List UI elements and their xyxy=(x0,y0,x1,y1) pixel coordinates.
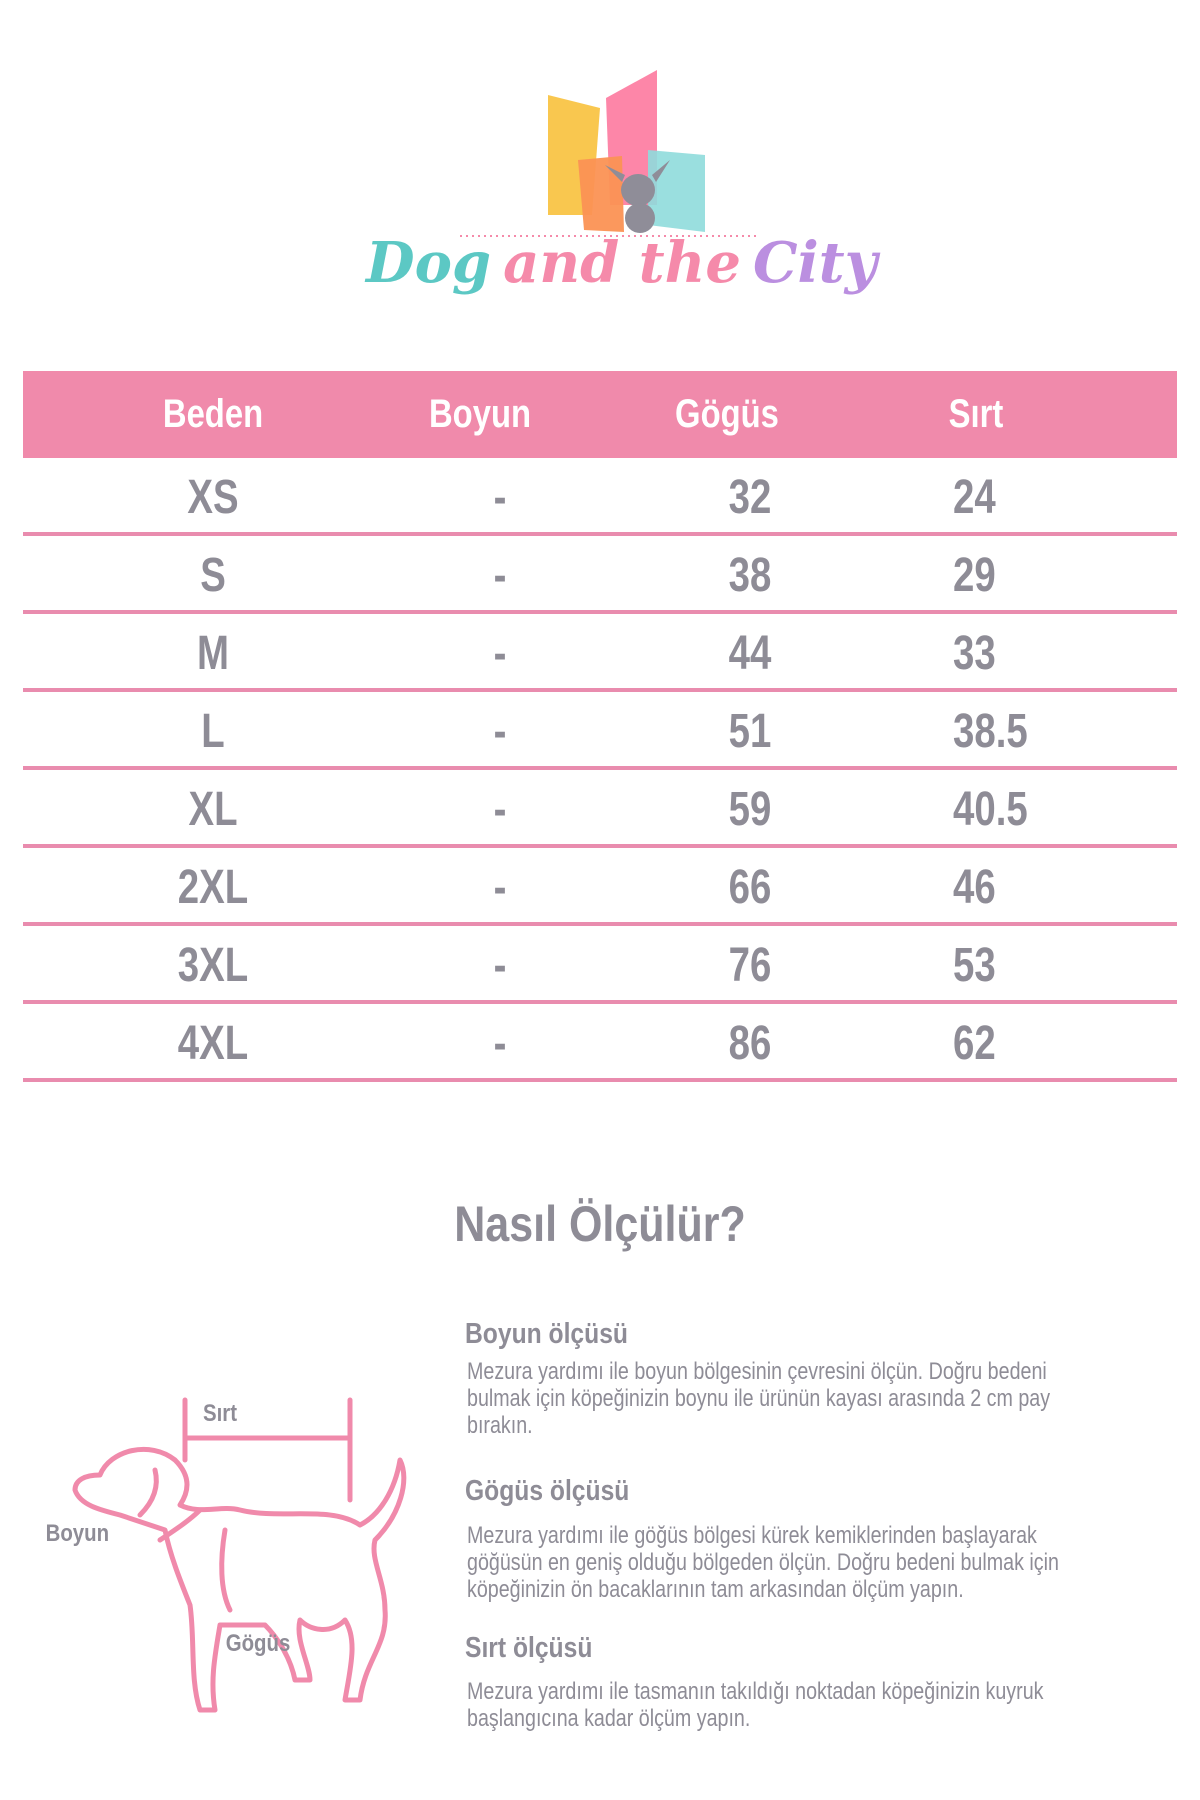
chest-measure-text: Mezura yardımı ile göğüs bölgesi kürek kemiklerinden başlayarak göğüsün en geniş olduğu bölgeden ölçün. Doğru bedeni bulmak için köpeğinizin ön bacaklarının tam arkasından ölçüm yapın. xyxy=(467,1522,1059,1603)
city-dog-logo-icon xyxy=(360,60,840,240)
back-cell: 38.5 xyxy=(953,705,1028,758)
size-cell: 4XL xyxy=(177,1017,249,1070)
diagram-label-chest: Gögüs xyxy=(225,1630,291,1657)
chest-cell: 38 xyxy=(728,549,772,602)
back-cell: 53 xyxy=(953,939,996,992)
neck-cell: - xyxy=(493,471,507,524)
chest-cell: 51 xyxy=(728,705,772,758)
neck-cell: - xyxy=(493,1017,507,1070)
logo-word-city: City xyxy=(752,230,878,296)
table-row xyxy=(23,1004,1177,1082)
chest-cell: 66 xyxy=(728,861,772,914)
neck-cell: - xyxy=(493,861,507,914)
size-cell: 2XL xyxy=(177,861,249,914)
neck-cell: - xyxy=(493,627,507,680)
back-cell: 33 xyxy=(953,627,996,680)
logo-wordmark xyxy=(360,230,878,296)
size-cell: XS xyxy=(187,471,239,524)
logo-word-and-the-text: and the xyxy=(503,230,741,296)
back-measure-text: Mezura yardımı ile tasmanın takıldığı noktadan köpeğinizin kuyruk başlangıcına kadar ölçüm yapın. xyxy=(467,1678,1044,1732)
header-beden: Beden xyxy=(162,392,264,436)
neck-cell: - xyxy=(493,549,507,602)
neck-cell: - xyxy=(493,783,507,836)
neck-measure-heading: Boyun ölçüsü xyxy=(465,1318,628,1350)
diagram-label-neck: Boyun xyxy=(45,1520,110,1547)
logo-word-and-the xyxy=(503,230,741,296)
table-row xyxy=(23,848,1177,926)
size-cell: L xyxy=(201,705,225,758)
table-row xyxy=(23,458,1177,536)
how-to-measure-title: Nasıl Ölçülür? xyxy=(454,1196,746,1252)
chest-cell: 86 xyxy=(728,1017,772,1070)
chest-measure-heading: Gögüs ölçüsü xyxy=(465,1475,630,1507)
back-cell: 62 xyxy=(953,1017,996,1070)
table-row xyxy=(23,692,1177,770)
table-row xyxy=(23,614,1177,692)
table-row xyxy=(23,536,1177,614)
chest-cell: 32 xyxy=(728,471,772,524)
back-cell: 29 xyxy=(953,549,996,602)
logo-word-dog: Dog xyxy=(366,230,492,296)
neck-measure-text: Mezura yardımı ile boyun bölgesinin çevresini ölçün. Doğru bedeni bulmak için köpeğinizin boynu ile ürünün kayası arasında 2 cm pay bırakın. xyxy=(467,1358,1051,1439)
size-cell: 3XL xyxy=(177,939,249,992)
brand-logo xyxy=(360,60,878,330)
neck-cell: - xyxy=(493,939,507,992)
size-cell: M xyxy=(197,627,229,680)
size-cell: S xyxy=(200,549,226,602)
dog-outline-icon xyxy=(40,1380,440,1740)
back-cell: 24 xyxy=(953,471,996,524)
header-gogus: Gögüs xyxy=(675,392,779,436)
size-table-header xyxy=(23,371,1177,458)
table-row xyxy=(23,926,1177,1004)
dog-measurement-diagram xyxy=(40,1380,440,1740)
header-sirt: Sırt xyxy=(948,392,1004,436)
back-measure-heading: Sırt ölçüsü xyxy=(465,1632,593,1664)
neck-cell: - xyxy=(493,705,507,758)
diagram-label-back: Sırt xyxy=(203,1400,238,1427)
chest-cell: 76 xyxy=(728,939,772,992)
chest-cell: 44 xyxy=(728,627,772,680)
back-cell: 46 xyxy=(953,861,996,914)
table-row xyxy=(23,770,1177,848)
back-cell: 40.5 xyxy=(953,783,1028,836)
header-boyun: Boyun xyxy=(428,392,532,436)
chest-cell: 59 xyxy=(728,783,772,836)
size-cell: XL xyxy=(188,783,238,836)
